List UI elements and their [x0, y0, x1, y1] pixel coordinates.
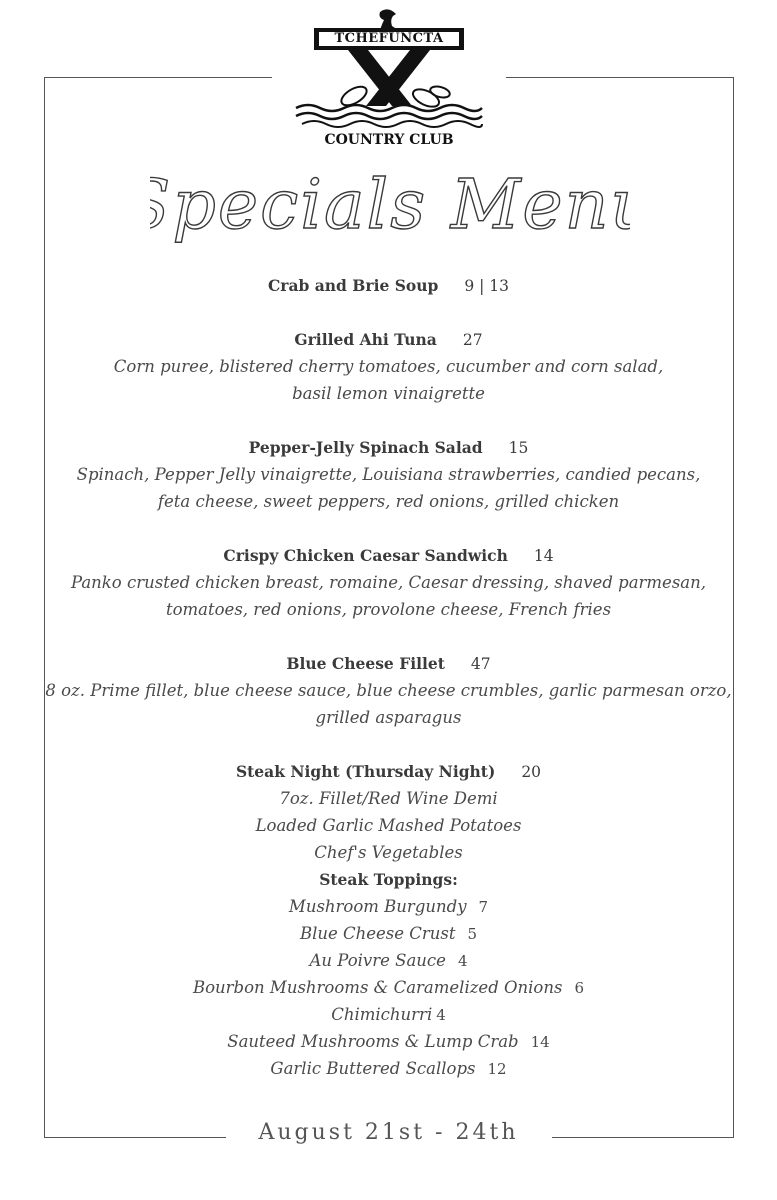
menu-item: [44, 326, 733, 407]
topping-price: 4: [436, 1006, 446, 1024]
topping-price: 7: [478, 898, 489, 916]
club-logo: [292, 8, 486, 153]
topping-name: Blue Cheese Crust: [299, 924, 456, 943]
item-description-line: grilled asparagus: [315, 708, 462, 727]
steak-include-line: Chef's Vegetables: [314, 843, 463, 862]
item-price: 27: [462, 331, 483, 349]
item-name: Crab and Brie Soup: [267, 276, 439, 295]
item-price: 15: [508, 439, 529, 457]
topping-item: [44, 920, 733, 947]
item-description-line: Spinach, Pepper Jelly vinaigrette, Louisiana strawberries, candied pecans,: [76, 465, 701, 484]
frame-right-line: [733, 77, 734, 1138]
topping-name: Bourbon Mushrooms & Caramelized Onions: [192, 978, 563, 997]
menu-title-text: Specials Menu: [150, 166, 630, 245]
topping-price: 12: [487, 1060, 507, 1078]
topping-name: Mushroom Burgundy: [288, 897, 467, 916]
topping-name: Garlic Buttered Scallops: [270, 1059, 476, 1078]
item-description-line: Corn puree, blistered cherry tomatoes, cucumber and corn salad,: [113, 357, 664, 376]
topping-item: [44, 1001, 733, 1028]
item-name: Pepper-Jelly Spinach Salad: [248, 438, 483, 457]
item-description-line: tomatoes, red onions, provolone cheese, French fries: [165, 600, 612, 619]
item-name: Steak Night (Thursday Night): [235, 762, 496, 781]
item-description-line: Panko crusted chicken breast, romaine, Caesar dressing, shaved parmesan,: [70, 573, 707, 592]
steak-include-line: 7oz. Fillet/Red Wine Demi: [279, 789, 498, 808]
item-description-line: feta cheese, sweet peppers, red onions, grilled chicken: [157, 492, 620, 511]
menu-title: [150, 150, 630, 262]
toppings-label: Steak Toppings:: [319, 870, 458, 889]
topping-item: [44, 947, 733, 974]
topping-item: [44, 1028, 733, 1055]
menu-item: [44, 434, 733, 515]
item-description-line: basil lemon vinaigrette: [292, 384, 485, 403]
item-name: Blue Cheese Fillet: [286, 654, 445, 673]
topping-item: [44, 893, 733, 920]
frame-top-left-line: [44, 77, 272, 78]
menu-item: [44, 650, 733, 731]
topping-name: Chimichurri: [331, 1005, 433, 1024]
item-description-line: 8 oz. Prime fillet, blue cheese sauce, blue cheese crumbles, garlic parmesan orzo,: [45, 681, 732, 700]
menu-list: [44, 272, 733, 1082]
logo-top-text: TCHEFUNCTA: [334, 31, 444, 46]
item-price: 9 | 13: [464, 277, 510, 295]
frame-top-right-line: [506, 77, 734, 78]
menu-item: [44, 542, 733, 623]
item-name: Grilled Ahi Tuna: [294, 330, 437, 349]
topping-item: [44, 974, 733, 1001]
topping-price: 14: [530, 1033, 550, 1051]
topping-item: [44, 1055, 733, 1082]
topping-name: Au Poivre Sauce: [309, 951, 446, 970]
menu-item: [44, 272, 733, 299]
item-price: 47: [470, 655, 491, 673]
steak-night-section: [44, 758, 733, 1082]
logo-bottom-text: COUNTRY CLUB: [324, 132, 454, 148]
item-name: Crispy Chicken Caesar Sandwich: [223, 546, 508, 565]
topping-price: 6: [574, 979, 585, 997]
item-price: 14: [533, 547, 554, 565]
topping-name: Sauteed Mushrooms & Lump Crab: [227, 1032, 519, 1051]
date-range: August 21st - 24th: [258, 1120, 519, 1145]
steak-include-line: Loaded Garlic Mashed Potatoes: [255, 816, 522, 835]
topping-price: 4: [457, 952, 468, 970]
item-price: 20: [521, 763, 542, 781]
topping-price: 5: [467, 925, 478, 943]
